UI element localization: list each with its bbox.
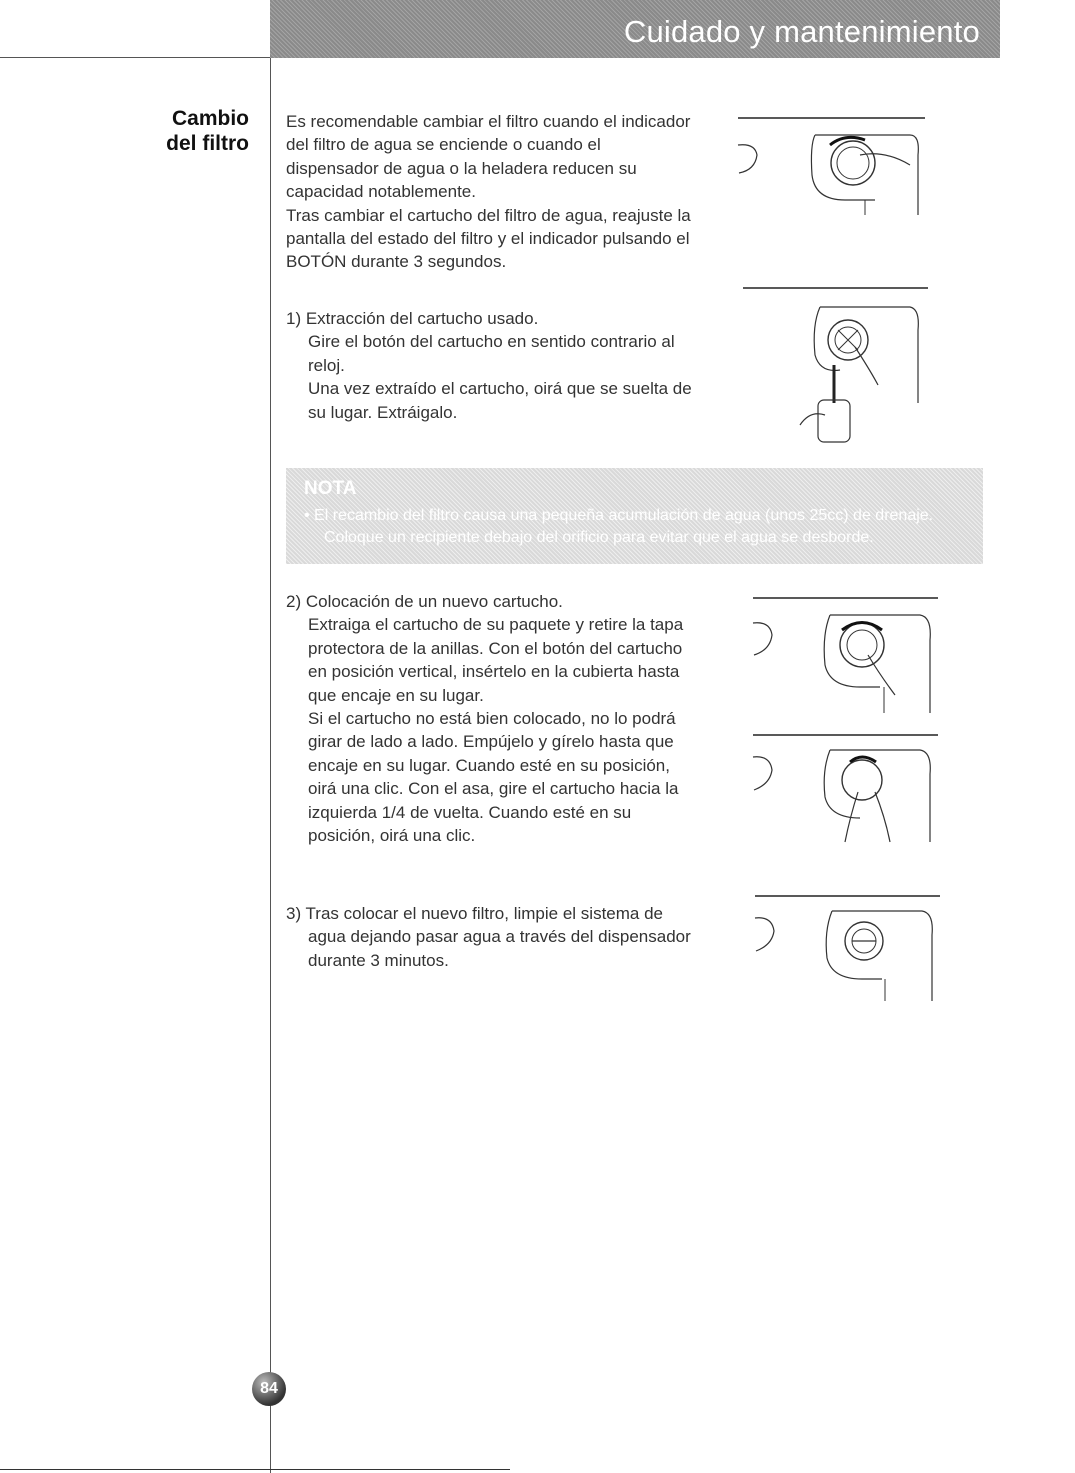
cartridge-insert-illustration <box>750 595 940 715</box>
page-number-badge: 84 <box>252 1372 286 1406</box>
page-header: Cuidado y mantenimiento <box>270 0 1000 58</box>
step2-paragraph: 2) Colocación de un nuevo cartucho. Extraiga el cartucho de su paquete y retire la tapa protectora de la anillas. Con el botón del cartucho en posición vertical, insértelo en la cubierta hasta que encaje en su lugar. Si el cartucho no está bien colocado, no lo podrá girar de lado a lado. Empújelo y gírelo hasta que encaje en su lugar. Cuando esté en su posición, oirá una clic. Con el asa, gire el cartucho hacia la izquierda 1/4 de vuelta. Cuando esté en su posición, oirá una clic. <box>286 592 684 846</box>
section-title <box>166 106 249 156</box>
flush-system-illustration <box>752 893 942 1003</box>
note-line1: • El recambio del filtro causa una pequeña acumulación de agua (unos 25cc) de drenaje. <box>304 507 934 524</box>
section-title-line1: Cambio <box>171 107 249 130</box>
section-title-line2: del filtro <box>166 132 249 155</box>
cartridge-turn-illustration <box>750 732 940 847</box>
step1-paragraph: 1) Extracción del cartucho usado. Gire el botón del cartucho en sentido contrario al reloj. Una vez extraído el cartucho, oirá que se suelta de su lugar. Extráigalo. <box>286 309 692 422</box>
intro-paragraph: Es recomendable cambiar el filtro cuando el indicador del filtro de agua se enciende o cuando el dispensador de agua o la heladera reducen su capacidad notablemente. Tras cambiar el cartucho del filtro de agua, reajuste la pantalla del estado del filtro y el indicador pulsando el BOTÓN durante 3 segundos. <box>286 112 691 272</box>
note-line2: Coloque un recipiente debajo del orificio para evitar que el agua se desborde. <box>324 529 874 546</box>
filter-turn-illustration <box>735 115 930 220</box>
footer-rule <box>0 1469 510 1470</box>
note-title: NOTA <box>304 478 357 499</box>
step3-paragraph: 3) Tras colocar el nuevo filtro, limpie el sistema de agua dejando pasar agua a través del dispensador durante 3 minutos. <box>286 904 691 970</box>
cartridge-removal-illustration <box>740 285 930 455</box>
header-rule <box>0 57 270 58</box>
note-box <box>286 468 983 564</box>
vertical-rule <box>270 0 271 1473</box>
